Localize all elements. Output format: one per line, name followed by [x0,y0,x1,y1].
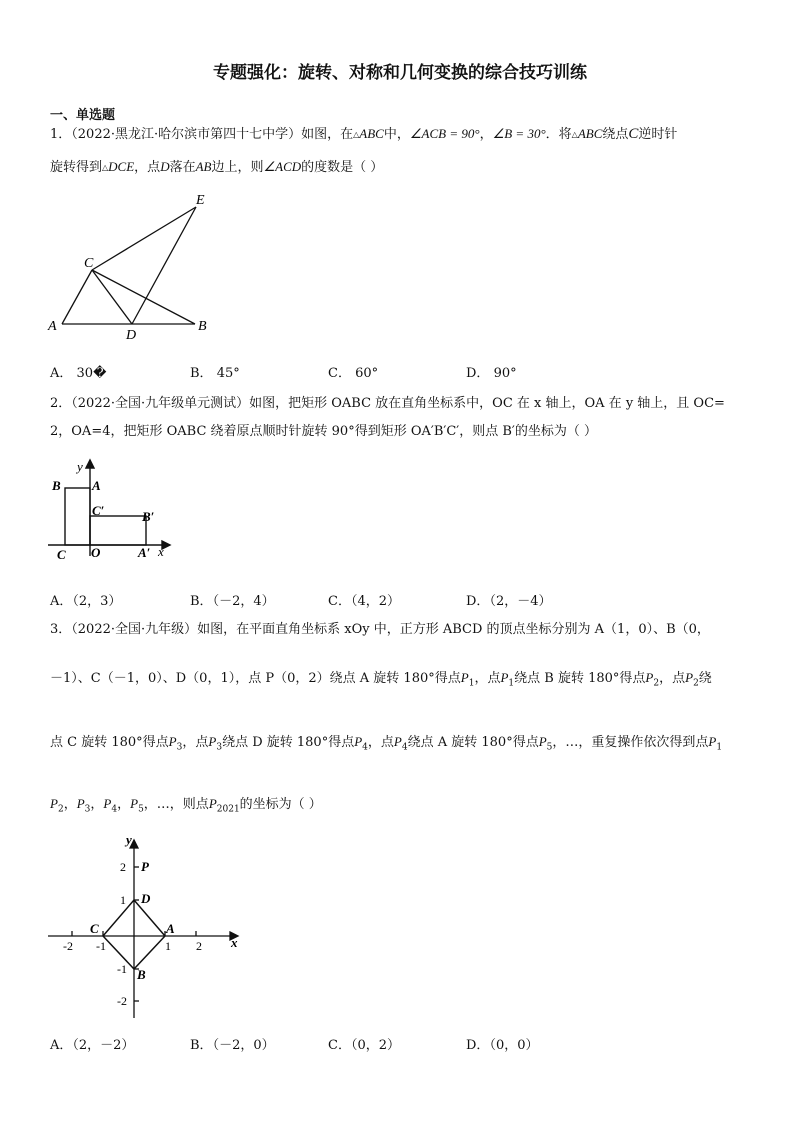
q1-source: （2022·黑龙江·哈尔滨市第四十七中学）如图，在 [71,127,354,142]
x-label: x [231,935,238,950]
q1-option-d[interactable]: D． 90° [466,366,517,381]
q1-option-a[interactable]: A． 30� [50,366,107,381]
y-label: y [77,459,83,474]
label-c: C [84,256,94,271]
q3-line2: －1）、C（－1，0）、D（0，1），点 P（0，2）绕点 A 旋转 180°得点$P_1$，点$P_1$绕点 B 旋转 180°得点$P_2$，点$P_2$绕 [50,670,712,689]
q1-line2: 旋转得到△DCE，点D落在AB边上，则∠ACD的度数是（ ） [50,159,384,175]
label-a: A [48,319,57,334]
label-b-prime: B′ [142,509,155,524]
page-title: 专题强化：旋转、对称和几何变换的综合技巧训练 [213,63,587,83]
y-tick-minus-1: -1 [117,962,127,976]
label-c: C [90,921,99,936]
segment-cd [92,270,132,324]
label-e: E [196,193,205,208]
q3-line4: $P_2$，$P_3$，$P_4$，$P_5$，…，则点$P_{2021}$的坐标为（ ） [50,796,322,815]
q2-line1: 2．（2022·全国·九年级单元测试）如图，把矩形 OABC 放在直角坐标系中，OC 在 x 轴上，OA 在 y 轴上，且 OC= [50,396,725,411]
q3-option-d[interactable]: D．（0，0） [466,1038,539,1053]
label-b: B [198,319,207,334]
y-tick-2: 2 [120,860,126,874]
rectangle-oa1b1c1 [90,516,146,545]
q3-option-c[interactable]: C．（0，2） [328,1038,400,1053]
segment-cb [92,270,195,324]
label-c: C [57,547,66,562]
segment-ce [92,207,196,270]
label-a-prime: A′ [138,545,151,560]
label-d: D [141,891,151,906]
label-b: B [52,478,61,493]
segment-ac [62,270,92,324]
y-label: y [126,832,132,847]
x-tick-minus-2: -2 [63,939,73,953]
y-tick-minus-2: -2 [117,994,127,1008]
section-heading: 一、单选题 [50,108,116,123]
q1-figure [40,185,230,345]
q3-line1: 3．（2022·全国·九年级）如图，在平面直角坐标系 xOy 中，正方形 ABCD 的顶点坐标分别为 A（1，0）、B（0， [50,622,710,637]
q2-option-a[interactable]: A．（2，3） [50,594,122,609]
label-o: O [91,545,101,560]
q3-figure [44,832,244,1022]
q2-figure [44,458,174,563]
label-p: P [141,859,149,874]
label-a: A [166,921,175,936]
y-tick-1: 1 [120,893,126,907]
x-tick-1: 1 [165,939,171,953]
q3-line3: 点 C 旋转 180°得点$P_3$，点$P_3$绕点 D 旋转 180°得点$P_4$，点$P_4$绕点 A 旋转 180°得点$P_5$，…，重复操作依次得到点$P_1$ [50,734,723,753]
q2-option-c[interactable]: C．（4，2） [328,594,400,609]
x-label: x [158,544,164,559]
x-tick-2: 2 [196,939,202,953]
label-c-prime: C′ [92,503,105,518]
label-a: A [92,478,101,493]
q1-option-c[interactable]: C． 60° [328,366,379,381]
label-d: D [126,328,137,343]
label-b: B [137,967,146,982]
y-axis-arrow [86,460,94,468]
q2-option-d[interactable]: D．（2，－4） [466,594,552,609]
q3-option-b[interactable]: B．（－2，0） [190,1038,275,1053]
rectangle-oabc [65,488,90,545]
q1-line1: 1．（2022·黑龙江·哈尔滨市第四十七中学）如图，在△ABC中，∠ACB = 90°，∠B = 30°．将△ABC绕点C逆时针 [50,126,678,142]
q1-option-b[interactable]: B． 45° [190,366,240,381]
x-tick-minus-1: -1 [96,939,106,953]
q2-line2: 2，OA=4，把矩形 OABC 绕着原点顺时针旋转 90°得到矩形 OA′B′C′，则点 B′的坐标为（ ） [50,424,598,439]
q3-option-a[interactable]: A．（2，－2） [50,1038,135,1053]
segment-de [132,207,196,324]
q1-number: 1． [50,127,72,142]
q2-option-b[interactable]: B．（－2，4） [190,594,275,609]
